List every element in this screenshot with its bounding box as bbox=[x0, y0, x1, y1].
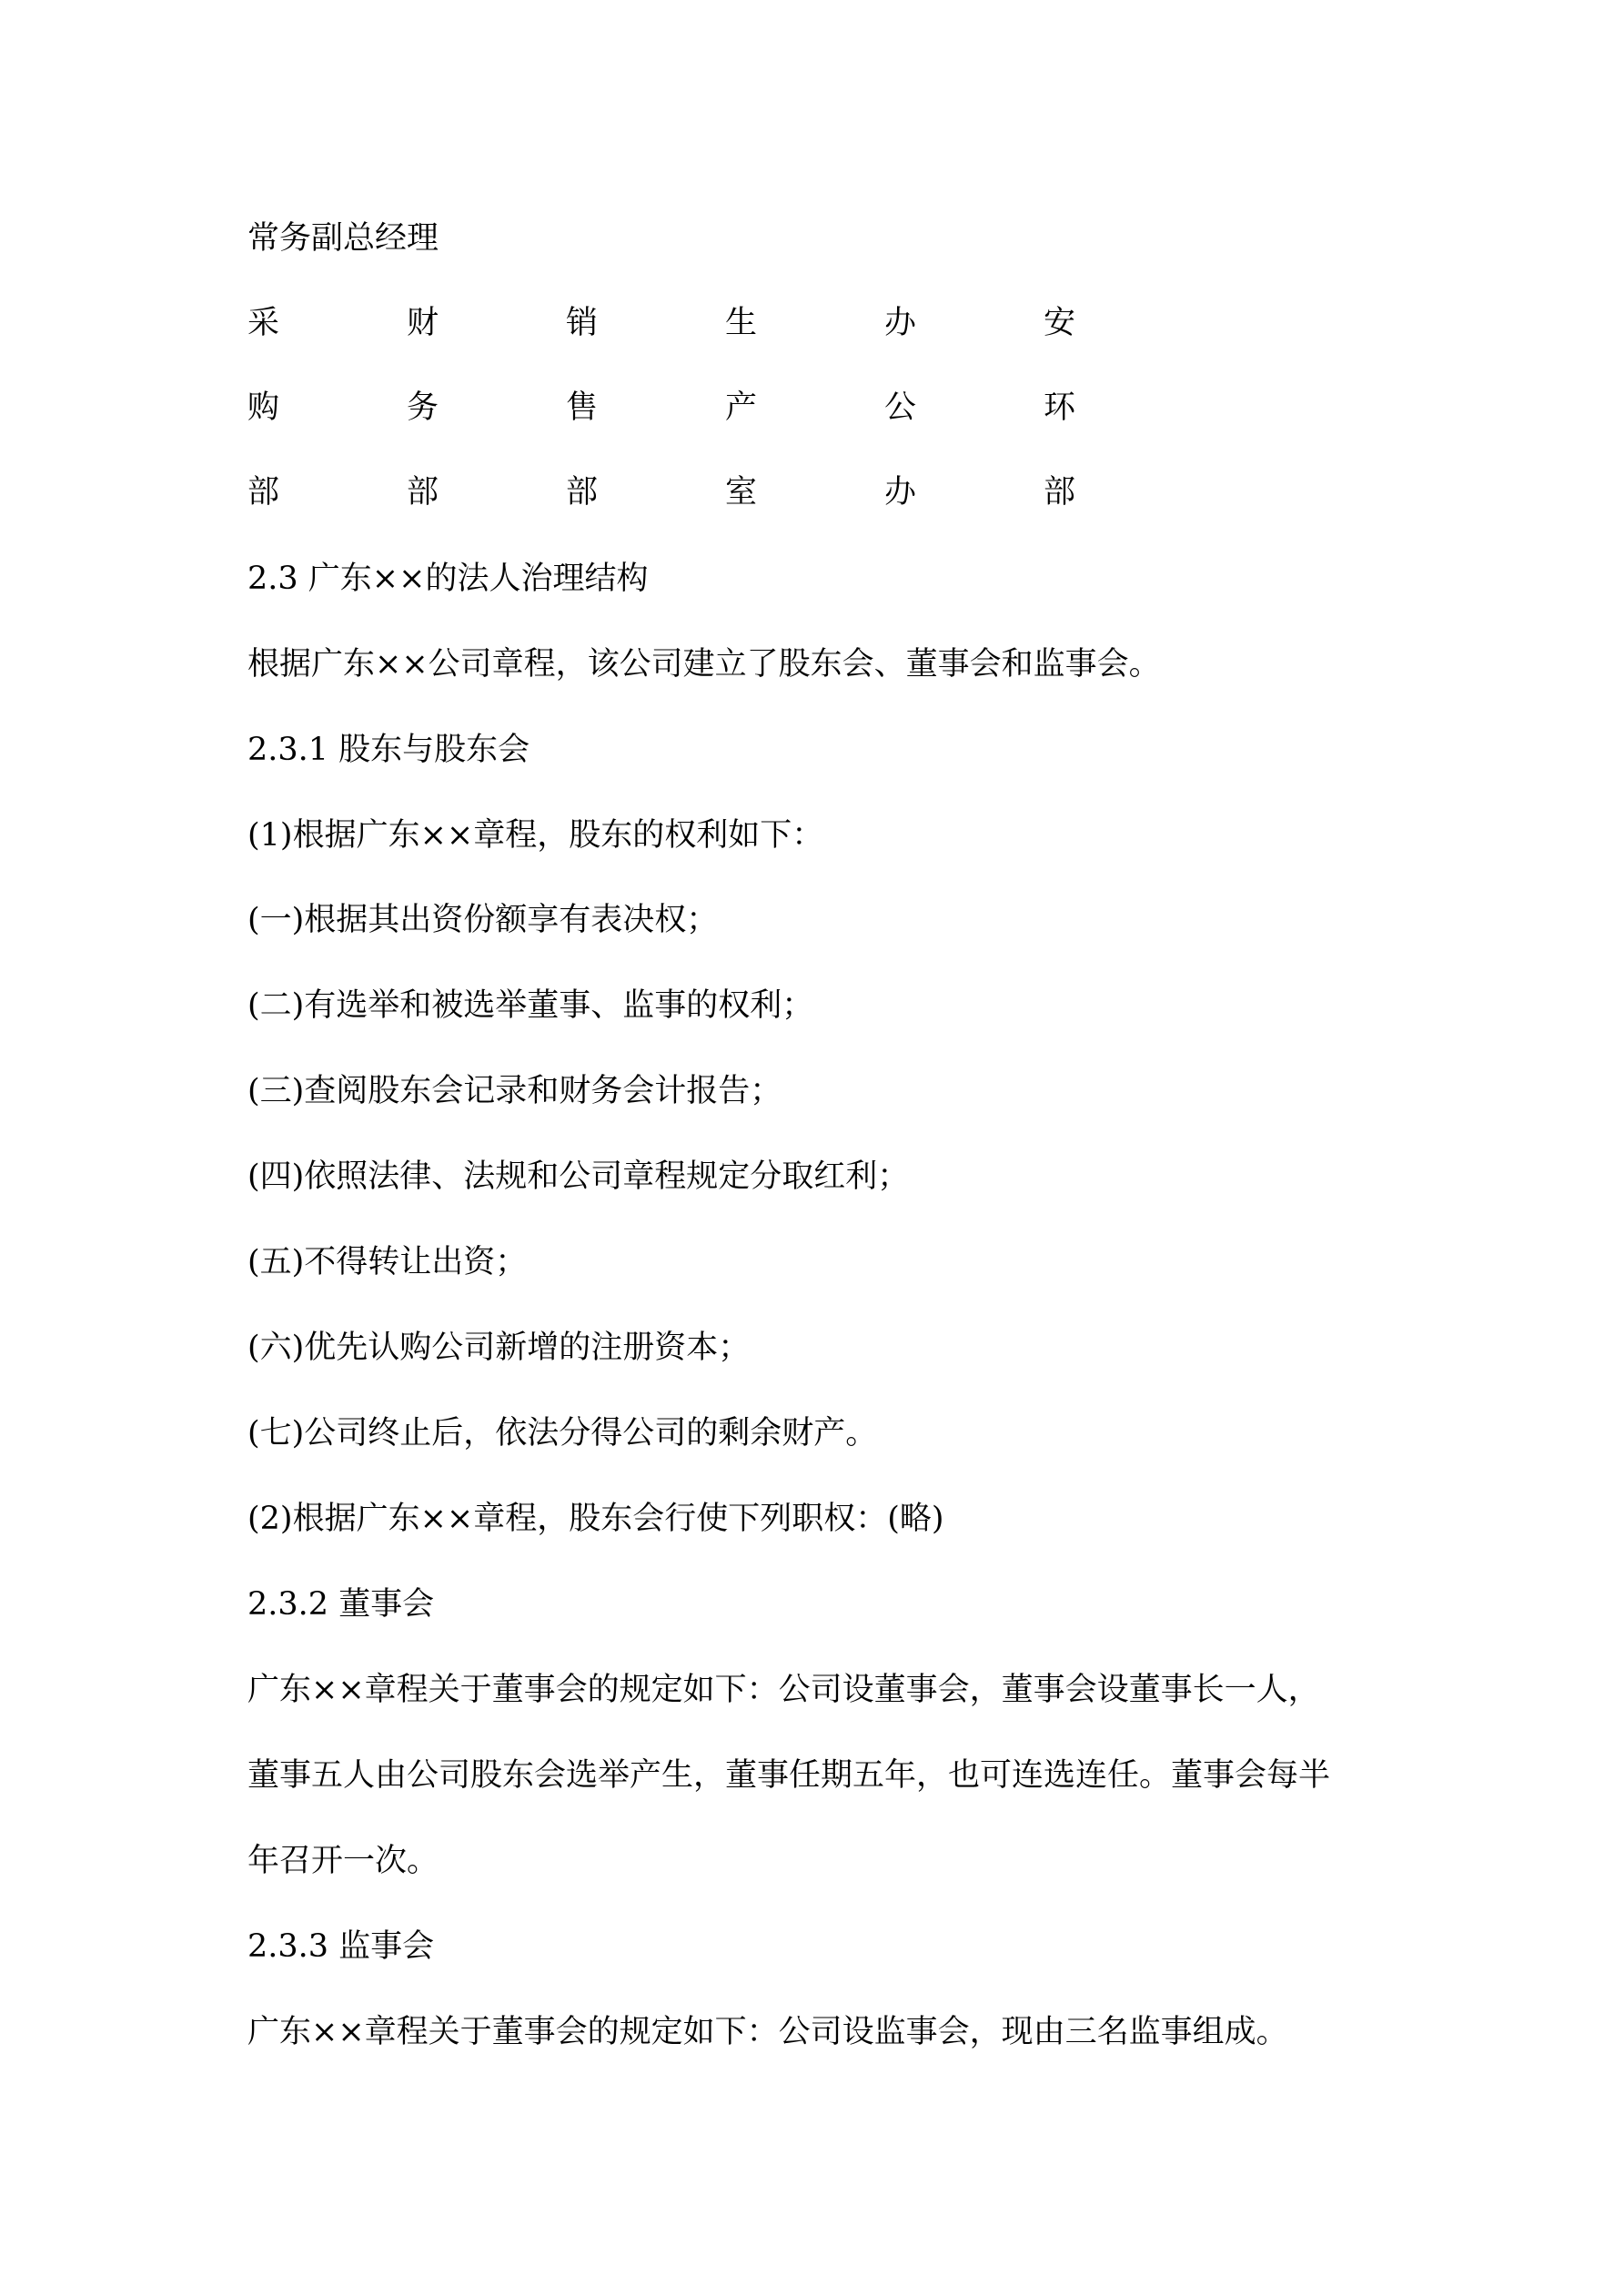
org-chart-cell: 产 bbox=[725, 389, 758, 426]
section-heading-2-3-2: 2.3.2 董事会 bbox=[247, 1586, 435, 1623]
org-chart-cell: 购 bbox=[247, 389, 280, 426]
org-chart-cell: 务 bbox=[407, 389, 439, 426]
org-chart-cell: 办 bbox=[884, 305, 917, 341]
org-chart-row-1 bbox=[247, 301, 1157, 345]
list-item-right-3: (三)查阅股东会记录和财务会计报告； bbox=[247, 1073, 782, 1109]
org-chart-row-2 bbox=[247, 386, 1157, 430]
org-chart-cell: 生 bbox=[725, 305, 758, 341]
paragraph-2-3-intro: 根据广东××公司章程，该公司建立了股东会、董事会和监事会。 bbox=[247, 646, 1161, 683]
org-chart-cell: 售 bbox=[566, 389, 599, 426]
section-heading-2-3-1: 2.3.1 股东与股东会 bbox=[247, 732, 530, 768]
org-chart-cell: 环 bbox=[1044, 389, 1076, 426]
org-chart-cell: 财 bbox=[407, 305, 439, 341]
org-chart-row-3 bbox=[247, 470, 1157, 514]
org-chart-cell: 办 bbox=[884, 474, 917, 511]
paragraph-shareholder-rights-intro: (1)根据广东××章程，股东的权利如下： bbox=[247, 817, 824, 854]
list-item-right-6: (六)优先认购公司新增的注册资本； bbox=[247, 1330, 751, 1366]
paragraph-board-line-3: 年召开一次。 bbox=[247, 1843, 439, 1879]
org-chart-cell: 部 bbox=[566, 474, 599, 511]
org-chart-cell: 部 bbox=[407, 474, 439, 511]
paragraph-shareholder-meeting-powers: (2)根据广东××章程，股东会行使下列职权：(略) bbox=[247, 1501, 944, 1537]
paragraph-supervisory-board: 广东××章程关于董事会的规定如下：公司设监事会，现由三名监事组成。 bbox=[247, 2014, 1288, 2050]
list-item-right-5: (五)不得转让出资； bbox=[247, 1244, 528, 1280]
org-chart-cell: 安 bbox=[1044, 305, 1076, 341]
org-chart-cell: 室 bbox=[725, 474, 758, 511]
section-heading-2-3: 2.3 广东××的法人治理结构 bbox=[247, 561, 649, 597]
org-chart-cell: 公 bbox=[884, 389, 917, 426]
list-item-right-2: (二)有选举和被选举董事、监事的权利； bbox=[247, 987, 814, 1024]
org-chart-cell: 部 bbox=[247, 474, 280, 511]
org-chart-cell: 部 bbox=[1044, 474, 1076, 511]
org-chart-cell: 采 bbox=[247, 305, 280, 341]
list-item-right-1: (一)根据其出资份额享有表决权； bbox=[247, 902, 719, 938]
paragraph-board-line-2: 董事五人由公司股东会选举产生，董事任期五年，也可连选连任。董事会每半 bbox=[247, 1757, 1331, 1794]
list-item-right-7: (七)公司终止后，依法分得公司的剩余财产。 bbox=[247, 1415, 878, 1451]
section-heading-2-3-3: 2.3.3 监事会 bbox=[247, 1928, 435, 1965]
list-item-right-4: (四)依照法律、法规和公司章程规定分取红利； bbox=[247, 1158, 910, 1195]
org-chart-cell: 销 bbox=[566, 305, 599, 341]
paragraph-board-line-1: 广东××章程关于董事会的规定如下：公司设董事会，董事会设董事长一人， bbox=[247, 1672, 1320, 1708]
org-chart-top-title: 常务副总经理 bbox=[247, 220, 439, 257]
